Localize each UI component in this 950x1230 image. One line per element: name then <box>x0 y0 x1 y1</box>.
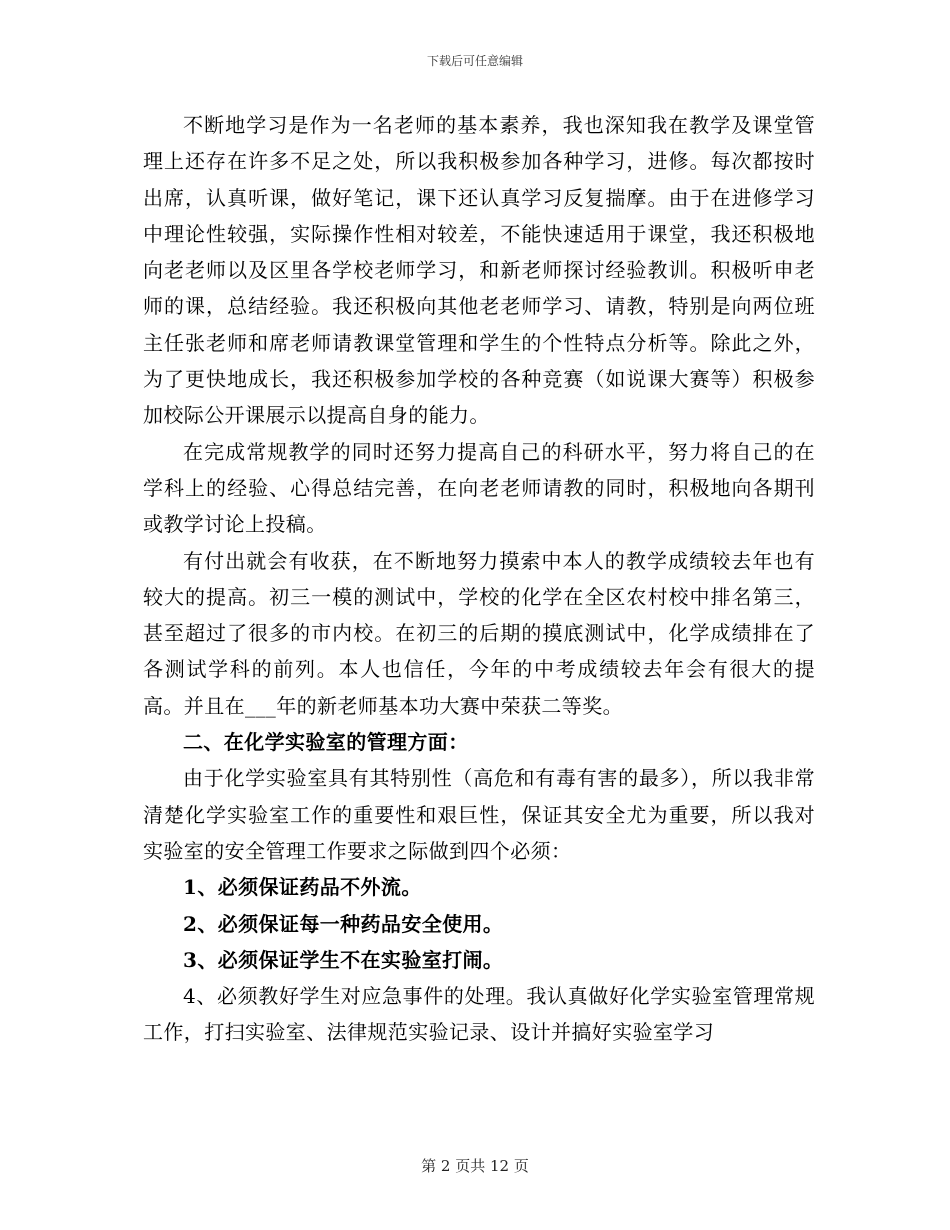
paragraph-results: 有付出就会有收获，在不断地努力摸索中本人的教学成绩较去年也有较大的提高。初三一模的测试中，学校的化学在全区农村校中排名第三，甚至超过了很多的市内校。在初三的后期的摸底测试中，化学成绩排在了各测试学科的前列。本人也信任，今年的中考成绩较去年会有很大的提高。并且在___年的新老师基本功大赛中荣获二等奖。 <box>143 548 815 718</box>
page-header: 下载后可任意编辑 <box>426 54 523 68</box>
rule-item-3: 3、必须保证学生不在实验室打闹。 <box>183 947 504 972</box>
section-heading-lab-management: 二、在化学实验室的管理方面： <box>183 730 469 755</box>
paragraph-research: 在完成常规教学的同时还努力提高自己的科研水平，努力将自己的在学科上的经验、心得总结完善，在向老老师请教的同时，积极地向各期刊或教学讨论上投稿。 <box>143 439 815 537</box>
rule-item-1: 1、必须保证药品不外流。 <box>183 875 422 900</box>
paragraph-lab-safety: 由于化学实验室具有其特别性（高危和有毒有害的最多），所以我非常清楚化学实验室工作的重要性和艰巨性，保证其安全尤为重要，所以我对实验室的安全管理工作要求之际做到四个必须： <box>143 766 815 863</box>
page-number-footer: 第 2 页共 12 页 <box>421 1157 529 1175</box>
rule-item-2: 2、必须保证每一种药品安全使用。 <box>183 911 504 936</box>
paragraph-learning: 不断地学习是作为一名老师的基本素养，我也深知我在教学及课堂管理上还存在许多不足之处，所以我积极参加各种学习，进修。每次都按时出席，认真听课，做好笔记，课下还认真学习反复揣摩。由于在进修学习中理论性较强，实际操作性相对较差，不能快速适用于课堂，我还积极地向老老师以及区里各学校老师学习，和新老师探讨经验教训。积极听申老师的课，总结经验。我还积极向其他老老师学习、请教，特别是向两位班主任张老师和席老师请教课堂管理和学生的个性特点分析等。除此之外，为了更快地成长，我还积极参加学校的各种竞赛（如说课大赛等）积极参加校际公开课展示以提高自身的能力。 <box>143 113 815 428</box>
document-body <box>143 107 815 1051</box>
rule-item-4: 4、必须教好学生对应急事件的处理。我认真做好化学实验室管理常规工作，打扫实验室、法律规范实验记录、设计并搞好实验室学习 <box>143 984 815 1045</box>
